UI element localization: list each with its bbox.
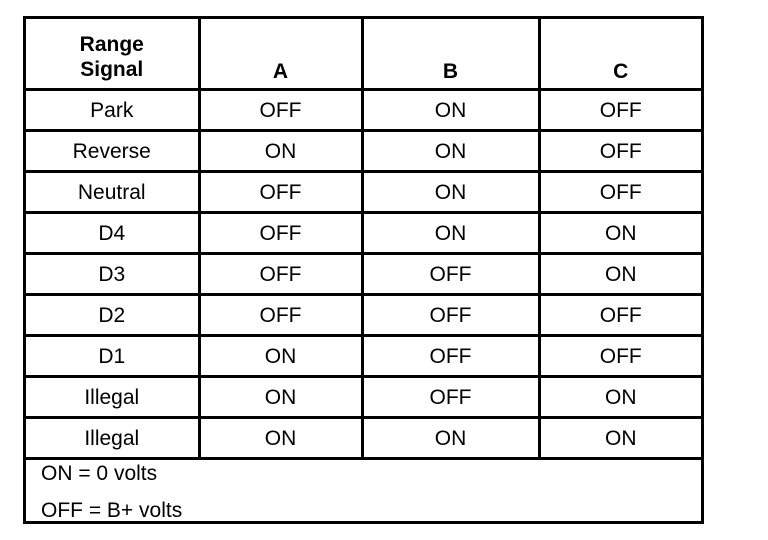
cell-c: OFF: [539, 131, 701, 172]
legend-on: ON = 0 volts: [41, 462, 158, 485]
cell-c: OFF: [539, 90, 701, 131]
cell-a: OFF: [199, 90, 362, 131]
table-row: [26, 90, 701, 131]
legend-off: OFF = B+ volts: [41, 499, 183, 522]
table-row: [26, 254, 701, 295]
header-col-c: C: [539, 19, 701, 90]
cell-range: D4: [26, 213, 199, 254]
cell-range: Park: [26, 90, 199, 131]
header-col-a: A: [199, 19, 362, 90]
cell-c: ON: [539, 418, 701, 459]
header-row: [26, 19, 701, 90]
cell-a: OFF: [199, 254, 362, 295]
cell-c: OFF: [539, 336, 701, 377]
cell-b: OFF: [362, 295, 539, 336]
cell-range: D2: [26, 295, 199, 336]
cell-a: ON: [199, 336, 362, 377]
cell-a: OFF: [199, 172, 362, 213]
voltage-legend: [41, 455, 182, 529]
cell-b: OFF: [362, 377, 539, 418]
cell-c: ON: [539, 213, 701, 254]
cell-c: ON: [539, 254, 701, 295]
cell-b: ON: [362, 418, 539, 459]
cell-b: ON: [362, 90, 539, 131]
table-row: [26, 377, 701, 418]
cell-a: OFF: [199, 295, 362, 336]
cell-b: ON: [362, 172, 539, 213]
cell-range: D3: [26, 254, 199, 295]
table-row: [26, 295, 701, 336]
cell-c: ON: [539, 377, 701, 418]
table-row: [26, 213, 701, 254]
cell-b: OFF: [362, 254, 539, 295]
cell-range: Neutral: [26, 172, 199, 213]
header-range-label: Range: [79, 33, 144, 56]
cell-b: ON: [362, 131, 539, 172]
table-row: [26, 172, 701, 213]
header-range-signal: [26, 19, 199, 90]
cell-a: ON: [199, 131, 362, 172]
cell-c: OFF: [539, 172, 701, 213]
cell-range: Illegal: [26, 377, 199, 418]
cell-a: ON: [199, 418, 362, 459]
table-row: [26, 131, 701, 172]
range-signal-table-frame: [23, 16, 704, 524]
cell-range: Reverse: [26, 131, 199, 172]
cell-a: OFF: [199, 213, 362, 254]
header-signal-label: Signal: [80, 58, 144, 81]
range-signal-table: [26, 19, 701, 460]
header-col-b: B: [362, 19, 539, 90]
cell-range: Illegal: [26, 418, 199, 459]
cell-a: ON: [199, 377, 362, 418]
cell-c: OFF: [539, 295, 701, 336]
cell-range: D1: [26, 336, 199, 377]
cell-b: ON: [362, 213, 539, 254]
table-row: [26, 336, 701, 377]
cell-b: OFF: [362, 336, 539, 377]
table-row: [26, 418, 701, 459]
